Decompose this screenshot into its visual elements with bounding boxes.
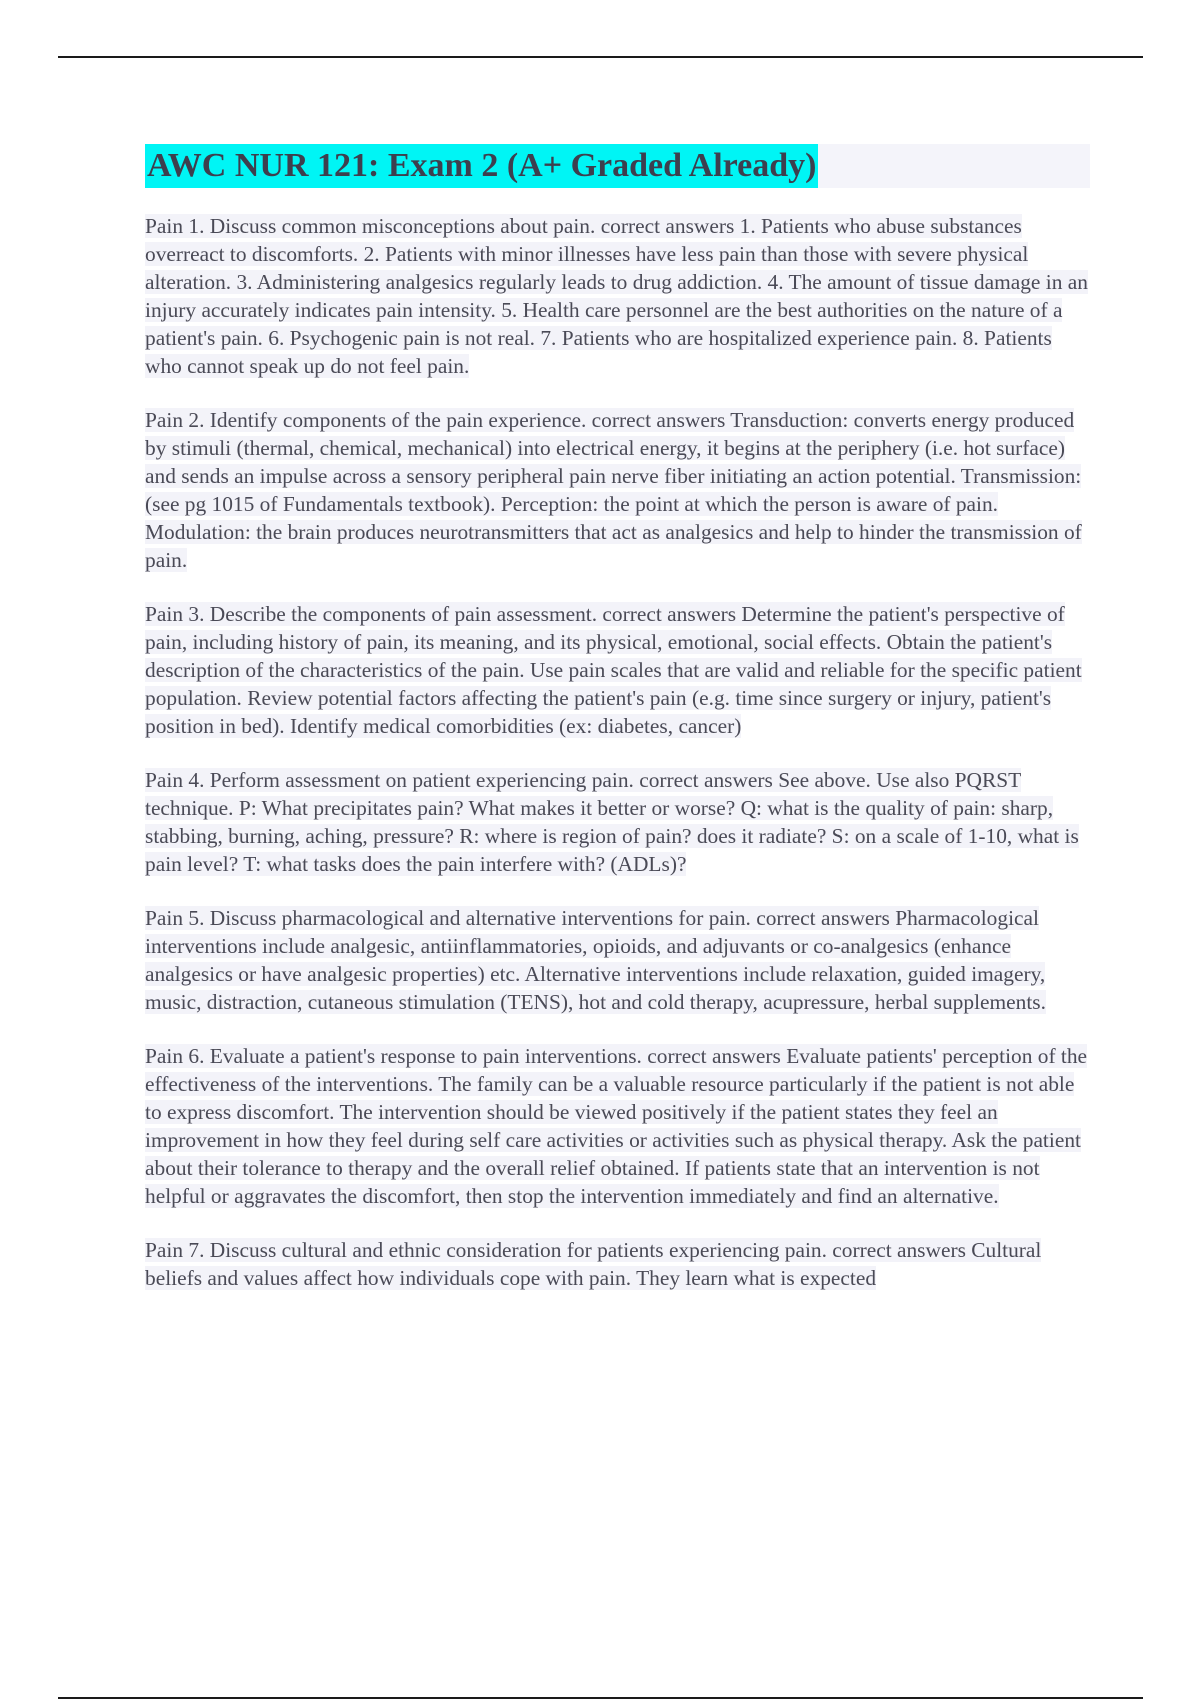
document-title: AWC NUR 121: Exam 2 (A+ Graded Already) [145, 144, 818, 188]
paragraph-text: Pain 6. Evaluate a patient's response to pain interventions. correct answers Evaluate patients' perception of the effectiveness of the interventions. The family can be a valuable resource particularly if the patient is not able to express discomfort. The intervention should be viewed positively if the patient states they feel an improvement in how they feel during self care activities or activities such as physical therapy. Ask the patient about their tolerance to therapy and the overall relief obtained. If patients state that an intervention is not helpful or aggravates the discomfort, then stop the intervention immediately and find an alternative. [145, 1044, 1088, 1208]
paragraph-pain-4 [145, 766, 1090, 878]
top-rule [58, 56, 1143, 58]
paragraph-text: Pain 3. Describe the components of pain assessment. correct answers Determine the patient's perspective of pain, including history of pain, its meaning, and its physical, emotional, social effects. Obtain the patient's description of the characteristics of the pain. Use pain scales that are valid and reliable for the specific patient population. Review potential factors affecting the patient's pain (e.g. time since surgery or injury, patient's position in bed). Identify medical comorbidities (ex: diabetes, cancer) [145, 602, 1082, 738]
paragraph-text: Pain 1. Discuss common misconceptions about pain. correct answers 1. Patients who abuse substances overreact to discomforts. 2. Patients with minor illnesses have less pain than those with severe physical alteration. 3. Administering analgesics regularly leads to drug addiction. 4. The amount of tissue damage in an injury accurately indicates pain intensity. 5. Health care personnel are the best authorities on the nature of a patient's pain. 6. Psychogenic pain is not real. 7. Patients who are hospitalized experience pain. 8. Patients who cannot speak up do not feel pain. [145, 214, 1088, 378]
paragraph-text: Pain 5. Discuss pharmacological and alternative interventions for pain. correct answers Pharmacological interventions include analgesic, antiinflammatories, opioids, and adjuvants or co-analgesics (enhance analgesics or have analgesic properties) etc. Alternative interventions include relaxation, guided imagery, music, distraction, cutaneous stimulation (TENS), hot and cold therapy, acupressure, herbal supplements. [145, 906, 1046, 1014]
paragraph-pain-5 [145, 904, 1090, 1016]
paragraph-pain-2 [145, 406, 1090, 574]
bottom-rule [58, 1697, 1143, 1699]
paragraph-pain-3 [145, 600, 1090, 740]
paragraph-text: Pain 2. Identify components of the pain experience. correct answers Transduction: converts energy produced by stimuli (thermal, chemical, mechanical) into electrical energy, it begins at the periphery (i.e. hot surface) and sends an impulse across a sensory peripheral pain nerve fiber initiating an action potential. Transmission:(see pg 1015 of Fundamentals textbook). Perception: the point at which the person is aware of pain. Modulation: the brain produces neurotransmitters that act as analgesics and help to hinder the transmission of pain. [145, 408, 1082, 572]
paragraph-text: Pain 7. Discuss cultural and ethnic consideration for patients experiencing pain. correct answers Cultural beliefs and values affect how individuals cope with pain. They learn what is expected [145, 1238, 1042, 1290]
title-row [145, 144, 1090, 188]
document-body [145, 212, 1090, 1292]
paragraph-pain-7 [145, 1236, 1090, 1292]
paragraph-text: Pain 4. Perform assessment on patient experiencing pain. correct answers See above. Use also PQRST technique. P: What precipitates pain? What makes it better or worse? Q: what is the quality of pain: sharp, stabbing, burning, aching, pressure? R: where is region of pain? does it radiate? S: on a scale of 1-10, what is pain level? T: what tasks does the pain interfere with? (ADLs)? [145, 768, 1079, 876]
paragraph-pain-6 [145, 1042, 1090, 1210]
paragraph-pain-1 [145, 212, 1090, 380]
document-content [145, 144, 1090, 1318]
